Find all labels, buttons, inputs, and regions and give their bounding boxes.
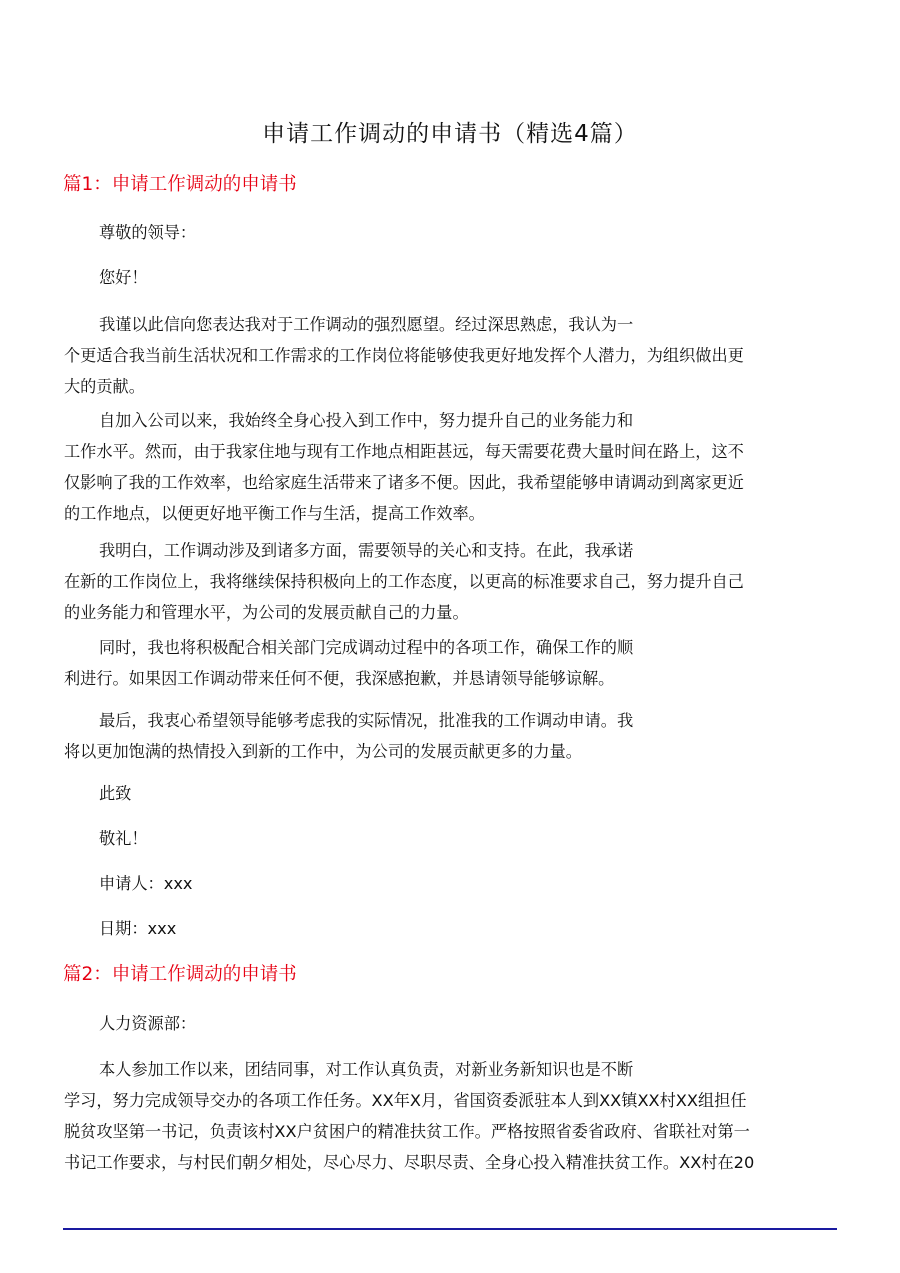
paragraph-line: 仅影响了我的工作效率，也给家庭生活带来了诸多不便。因此，我希望能够申请调动到离家更近 — [64, 473, 744, 492]
paragraph-line: 利进行。如果因工作调动带来任何不便，我深感抱歉，并恳请领导能够谅解。 — [64, 669, 615, 688]
paragraph-line: 在新的工作岗位上，我将继续保持积极向上的工作态度，以更高的标准要求自己，努力提升自己 — [64, 572, 744, 591]
section-1-greeting: 您好！ — [99, 268, 148, 287]
document-title: 申请工作调动的申请书（精选4篇） — [262, 121, 638, 147]
paragraph-line: 我明白，工作调动涉及到诸多方面，需要领导的关心和支持。在此，我承诺 — [99, 541, 634, 560]
paragraph-line: 个更适合我当前生活状况和工作需求的工作岗位将能够使我更好地发挥个人潜力，为组织做出更 — [64, 346, 744, 365]
date-line: 日期：xxx — [99, 919, 177, 938]
section-2-paragraph-1 — [64, 1054, 844, 1178]
section-1-paragraph-1 — [64, 309, 844, 402]
paragraph-line: 脱贫攻坚第一书记，负责该村XX户贫困户的精准扶贫工作。严格按照省委省政府、省联社对第一 — [64, 1122, 750, 1141]
section-1-paragraph-4 — [64, 632, 844, 694]
paragraph-line: 同时，我也将积极配合相关部门完成调动过程中的各项工作，确保工作的顺 — [99, 638, 634, 657]
section-1-paragraph-5 — [64, 705, 844, 767]
section-1-paragraph-3 — [64, 535, 844, 628]
section-1-heading: 篇1：申请工作调动的申请书 — [63, 174, 297, 195]
section-2-salutation: 人力资源部： — [99, 1014, 197, 1033]
paragraph-line: 我谨以此信向您表达我对于工作调动的强烈愿望。经过深思熟虑，我认为一 — [99, 315, 634, 334]
paragraph-line: 自加入公司以来，我始终全身心投入到工作中，努力提升自己的业务能力和 — [99, 411, 634, 430]
paragraph-line: 书记工作要求，与村民们朝夕相处，尽心尽力、尽职尽责、全身心投入精准扶贫工作。XX村在20 — [64, 1153, 755, 1172]
paragraph-line: 大的贡献。 — [64, 377, 145, 396]
paragraph-line: 的业务能力和管理水平，为公司的发展贡献自己的力量。 — [64, 603, 469, 622]
section-2-heading: 篇2：申请工作调动的申请书 — [63, 964, 297, 985]
paragraph-line: 的工作地点，以便更好地平衡工作与生活，提高工作效率。 — [64, 504, 485, 523]
closing-line-2: 敬礼！ — [99, 829, 148, 848]
closing-line-1: 此致 — [99, 784, 132, 803]
paragraph-line: 工作水平。然而，由于我家住地与现有工作地点相距甚远，每天需要花费大量时间在路上，这不 — [64, 442, 744, 461]
footer-divider — [63, 1228, 837, 1230]
applicant-line: 申请人：xxx — [99, 874, 193, 893]
section-1-paragraph-2 — [64, 405, 844, 529]
paragraph-line: 将以更加饱满的热情投入到新的工作中，为公司的发展贡献更多的力量。 — [64, 742, 582, 761]
paragraph-line: 本人参加工作以来，团结同事，对工作认真负责，对新业务新知识也是不断 — [99, 1060, 634, 1079]
paragraph-line: 学习，努力完成领导交办的各项工作任务。XX年X月，省国资委派驻本人到XX镇XX村XX组担任 — [64, 1091, 747, 1110]
section-1-salutation: 尊敬的领导： — [99, 223, 197, 242]
paragraph-line: 最后，我衷心希望领导能够考虑我的实际情况，批准我的工作调动申请。我 — [99, 711, 634, 730]
